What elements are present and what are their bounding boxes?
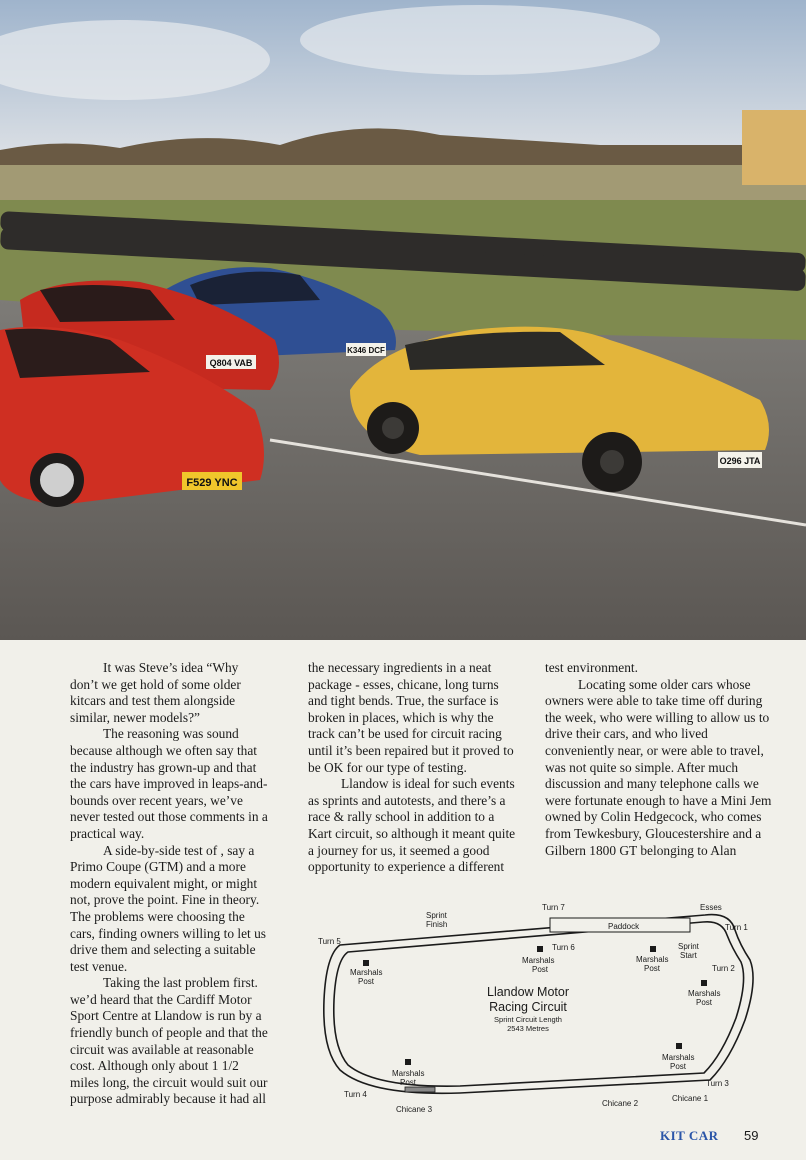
label-post: Post: [696, 998, 713, 1007]
paragraph: the necessary ingredients in a neat package - esses, chicane, long turns and tight bends. True, the surface is broken in places, which is why the track can’t be used for circuit racing until it’s been repaired but it proved to be OK for our type of testing.: [308, 660, 514, 775]
marshals-post-icon: [405, 1059, 411, 1065]
label-chicane2: Chicane 2: [602, 1099, 639, 1108]
article-column-2: [308, 660, 520, 876]
label-marshals: Marshals: [688, 989, 721, 998]
label-sprint-finish: Sprint: [426, 911, 447, 920]
label-turn1: Turn 1: [725, 923, 748, 932]
plate-q804: Q804 VAB: [209, 358, 253, 368]
label-post: Post: [358, 977, 375, 986]
marshals-post-icon: [650, 946, 656, 952]
plate-o296: O296 JTA: [719, 456, 761, 466]
map-title-1: Llandow Motor: [487, 985, 569, 999]
label-turn7: Turn 7: [542, 903, 565, 912]
label-post: Post: [400, 1078, 417, 1087]
label-sprint-finish-2: Finish: [426, 920, 448, 929]
label-marshals: Marshals: [392, 1069, 425, 1078]
label-turn2: Turn 2: [712, 964, 735, 973]
paragraph: test environment.: [545, 660, 638, 675]
paragraph: Taking the last problem first. we’d heard that the Cardiff Motor Sport Centre at Llandow is run by a friendly bunch of people and that the circuit was available at reasonable cost. Although only about 1 1/2 miles long, the circuit would suit our purpose admirably because it had all: [70, 975, 268, 1107]
label-chicane3: Chicane 3: [396, 1105, 433, 1114]
plate-f529: F529 YNC: [186, 477, 238, 489]
article-column-3: [545, 660, 780, 859]
label-esses: Esses: [700, 903, 722, 912]
label-marshals: Marshals: [662, 1053, 695, 1062]
map-title-2: Racing Circuit: [489, 1000, 567, 1014]
label-marshals: Marshals: [522, 956, 555, 965]
label-marshals: Marshals: [636, 955, 669, 964]
marshals-post-icon: [363, 960, 369, 966]
magazine-name: KIT CAR: [660, 1128, 719, 1143]
label-paddock: Paddock: [608, 922, 640, 931]
circuit-map: [310, 900, 760, 1115]
plate-k346: K346 DCF: [347, 346, 385, 355]
paragraph: Locating some older cars whose owners were able to take time off during the week, who were willing to allow us to drive their cars, and who lived conveniently near, or were able to travel, was not quite so simple. After much discussion and many telephone calls we were fortunate enough to have a Mini Jem owned by Colin Hedgecock, who comes from Tewkesbury, Gloucestershire and a Gilbern 1800 GT belonging to Alan: [545, 676, 772, 858]
label-chicane1: Chicane 1: [672, 1094, 709, 1103]
map-subtitle-2: 2543 Metres: [507, 1024, 549, 1033]
label-turn3: Turn 3: [706, 1079, 729, 1088]
paragraph: It was Steve’s idea “Why don’t we get hold of some older kitcars and test them alongside similar, newer models?”: [70, 660, 241, 725]
label-post: Post: [644, 964, 661, 973]
label-sprint-start-2: Start: [680, 951, 697, 960]
label-turn4: Turn 4: [344, 1090, 367, 1099]
article-column-1: [70, 660, 268, 1108]
paragraph: Llandow is ideal for such events as sprints and autotests, and there’s a race & rally school in addition to a Kart circuit, so although it meant quite a journey for us, it seemed a good opportunity to experience a different: [308, 776, 516, 875]
marshals-post-icon: [676, 1043, 682, 1049]
map-subtitle-1: Sprint Circuit Length: [494, 1015, 562, 1024]
page-number: 59: [744, 1128, 759, 1143]
marshals-post-icon: [537, 946, 543, 952]
label-sprint-start: Sprint: [678, 942, 699, 951]
label-marshals: Marshals: [350, 968, 383, 977]
label-post: Post: [670, 1062, 687, 1071]
label-turn5: Turn 5: [318, 937, 341, 946]
label-post: Post: [532, 965, 549, 974]
marshals-post-icon: [701, 980, 707, 986]
label-turn6: Turn 6: [552, 943, 575, 952]
paragraph: The reasoning was sound because although we often say that the industry has grown-up and that the cars have improved in leaps-and-bounds over recent years, we’ve never tested out those comments in a practical way.: [70, 726, 268, 841]
paragraph: A side-by-side test of , say a Primo Coupe (GTM) and a more modern equivalent might, or might not, prove the point. Fine in theory. The problems were choosing the cars, finding owners willing to let us drive them and selecting a suitable test venue.: [70, 842, 266, 974]
